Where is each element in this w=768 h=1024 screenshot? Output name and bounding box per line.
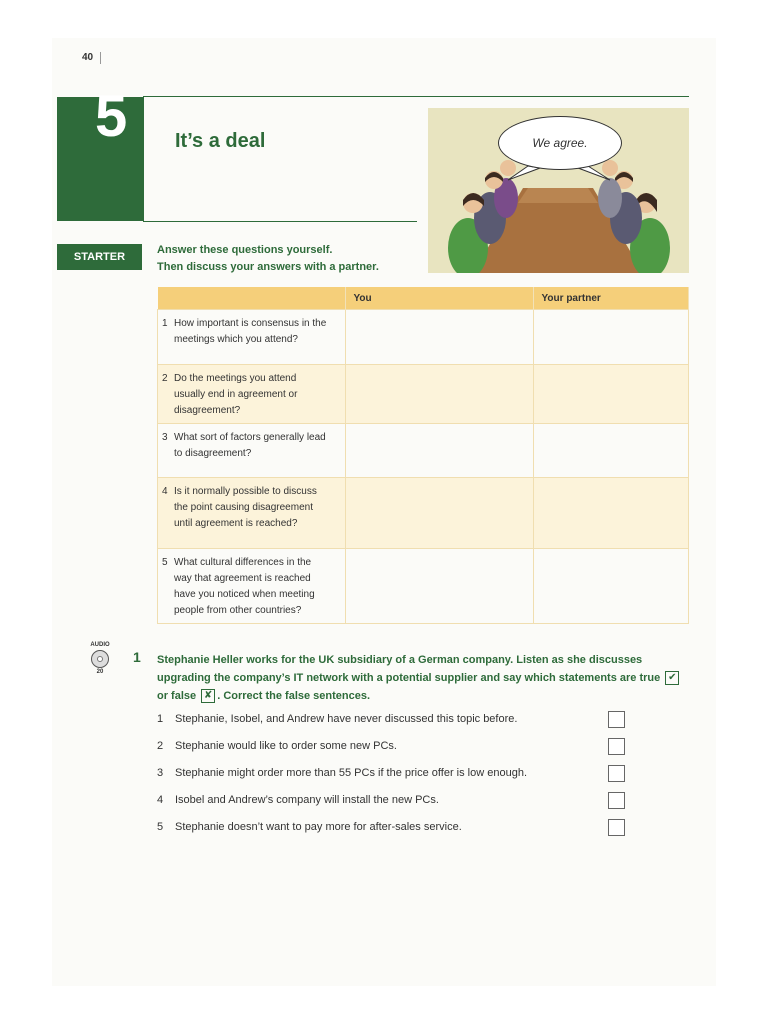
speech-bubble: We agree. (498, 116, 622, 170)
title-frame-left (143, 96, 144, 221)
table-row (158, 424, 689, 478)
statement-text: Stephanie, Isobel, and Andrew have never discussed this topic before. (175, 713, 518, 725)
question-cell (158, 478, 346, 549)
statement-text: Stephanie would like to order some new PCs. (175, 740, 397, 752)
instruction-or: or false (157, 690, 197, 702)
true-tick-icon: ✔ (665, 671, 679, 685)
statement (157, 821, 617, 833)
question-cell (158, 549, 346, 624)
statement (157, 740, 617, 752)
question-text: What cultural differences in the way that agreement is reached have you noticed when meeting people from other countries? (174, 557, 315, 616)
question-number: 2 (162, 373, 168, 384)
title-frame-bottom (143, 221, 417, 222)
question-number: 3 (162, 432, 168, 443)
statement (157, 713, 617, 725)
answer-checkbox[interactable] (608, 765, 625, 782)
question-number: 1 (162, 318, 168, 329)
statement (157, 767, 617, 779)
starter-table (157, 287, 689, 624)
question-text: Is it normally possible to discuss the point causing disagreement until agreement is reached? (174, 486, 317, 529)
header-partner: Your partner (533, 287, 689, 310)
table-row (158, 310, 689, 365)
statement-text: Stephanie might order more than 55 PCs if the price offer is low enough. (175, 767, 527, 779)
meeting-illustration (428, 108, 689, 273)
answer-checkbox[interactable] (608, 792, 625, 809)
title-frame-top (143, 96, 689, 97)
answer-checkbox[interactable] (608, 711, 625, 728)
starter-instruction-line2: Then discuss your answers with a partner. (157, 261, 379, 273)
question-number: 5 (162, 557, 168, 568)
answer-checkbox[interactable] (608, 738, 625, 755)
exercise-instructions (157, 651, 689, 705)
answer-checkbox[interactable] (608, 819, 625, 836)
unit-number: 5 (95, 84, 128, 149)
question-text: How important is consensus in the meetings which you attend? (174, 318, 327, 345)
question-cell (158, 424, 346, 478)
audio-track-marker (88, 642, 112, 675)
you-answer-cell[interactable] (345, 549, 533, 624)
question-text: Do the meetings you attend usually end in agreement or disagreement? (174, 373, 298, 416)
statement-number: 4 (157, 794, 164, 806)
starter-instruction-line1: Answer these questions yourself. (157, 244, 333, 256)
header-you: You (345, 287, 533, 310)
statement-text: Isobel and Andrew’s company will install the new PCs. (175, 794, 439, 806)
table-row (158, 478, 689, 549)
you-answer-cell[interactable] (345, 478, 533, 549)
cd-icon (91, 650, 109, 668)
you-answer-cell[interactable] (345, 424, 533, 478)
page-number-divider (100, 52, 101, 64)
you-answer-cell[interactable] (345, 365, 533, 424)
page-number: 40 (82, 52, 94, 63)
false-cross-icon: ✘ (201, 689, 215, 703)
question-number: 4 (162, 486, 168, 497)
statement-text: Stephanie doesn’t want to pay more for after-sales service. (175, 821, 462, 833)
table-row (158, 549, 689, 624)
statement (157, 794, 617, 806)
table-row (158, 365, 689, 424)
exercise-number: 1 (133, 649, 141, 665)
header-question (158, 287, 346, 310)
question-text: What sort of factors generally lead to disagreement? (174, 432, 326, 459)
statement-number: 1 (157, 713, 164, 725)
partner-answer-cell[interactable] (533, 478, 689, 549)
question-cell (158, 365, 346, 424)
instruction-text: Stephanie Heller works for the UK subsidiary of a German company. Listen as she discusses upgrading the company’s IT network with a potential supplier and say which statements are true (157, 654, 661, 684)
partner-answer-cell[interactable] (533, 424, 689, 478)
statement-number: 5 (157, 821, 164, 833)
audio-label: AUDIO (90, 642, 110, 648)
audio-track-number: 20 (96, 669, 104, 675)
unit-title: It’s a deal (175, 130, 266, 152)
question-cell (158, 310, 346, 365)
partner-answer-cell[interactable] (533, 365, 689, 424)
you-answer-cell[interactable] (345, 310, 533, 365)
starter-tab: STARTER (57, 244, 142, 270)
statement-number: 3 (157, 767, 164, 779)
statement-number: 2 (157, 740, 164, 752)
instruction-tail: . Correct the false sentences. (217, 690, 371, 702)
starter-table-header (158, 287, 689, 310)
starter-instructions (157, 242, 379, 276)
partner-answer-cell[interactable] (533, 549, 689, 624)
partner-answer-cell[interactable] (533, 310, 689, 365)
